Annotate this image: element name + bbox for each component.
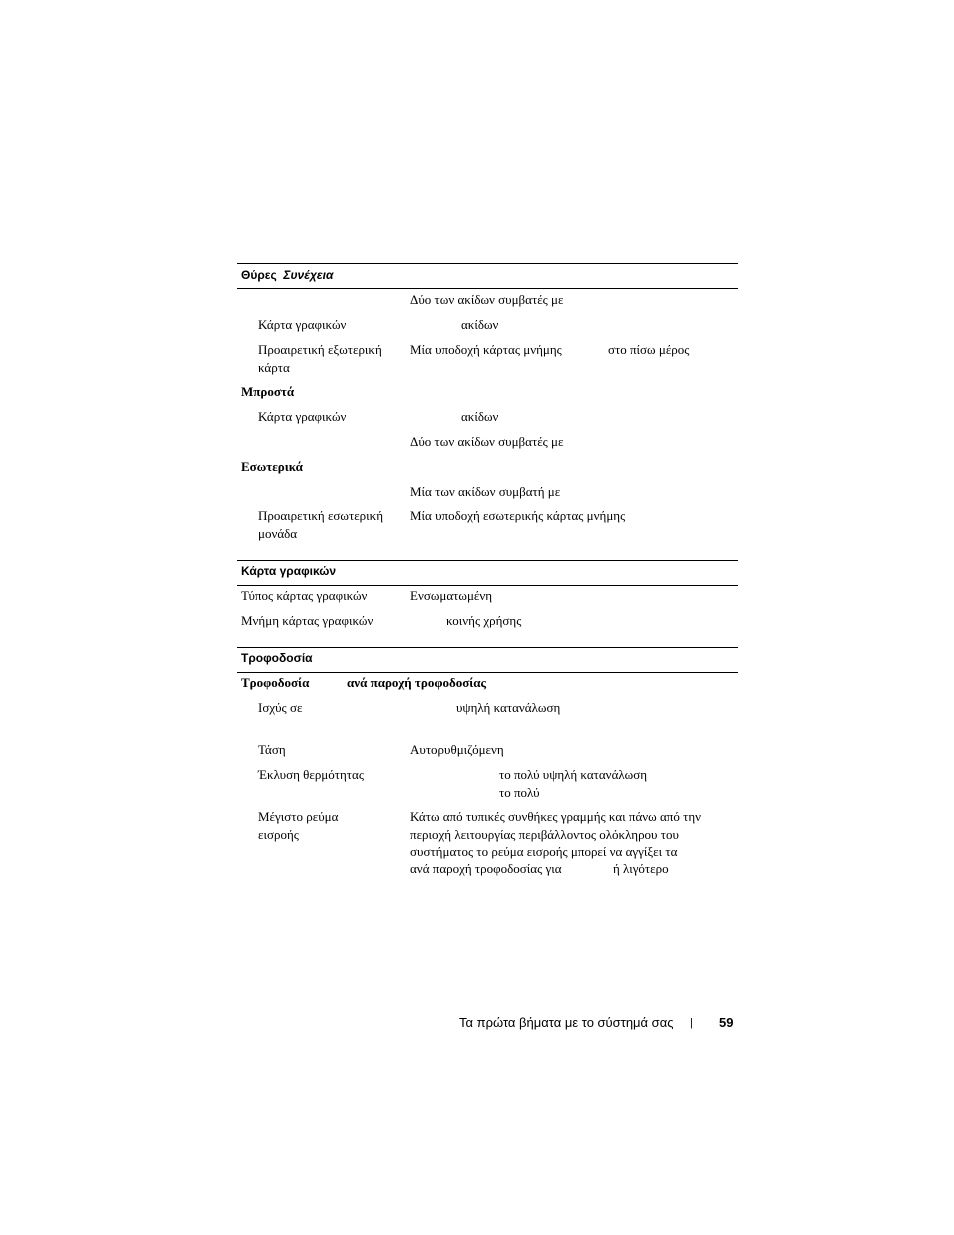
power-inrush-line4b: ή λιγότερο <box>613 861 669 876</box>
power-heat-value-2: το πολύ <box>499 785 540 800</box>
ports-row2-label: Κάρτα γραφικών <box>258 317 347 332</box>
ports-title: Θύρες <box>241 268 277 282</box>
graphics-heading: Κάρτα γραφικών <box>241 564 337 578</box>
ports-row6-value: Μία των ακίδων συμβατή με <box>410 484 561 499</box>
ports-row3-value-a: Μία υποδοχή κάρτας μνήμης <box>410 342 562 357</box>
ports-row4-value: ακίδων <box>461 409 499 424</box>
graphics-memory-value: κοινής χρήσης <box>446 613 522 628</box>
ports-row2-value: ακίδων <box>461 317 499 332</box>
power-inrush-label: Μέγιστο ρεύμα εισροής <box>258 809 339 842</box>
footer-separator: | <box>690 1017 693 1029</box>
power-voltage-label: Τάση <box>258 742 286 757</box>
power-wattage-label: Ισχύς σε <box>258 700 303 715</box>
ports-row3-label: Προαιρετική εξωτερική κάρτα <box>258 342 382 375</box>
ports-heading <box>241 268 333 282</box>
ports-row5-value: Δύο των ακίδων συμβατές με <box>410 434 564 449</box>
graphics-memory-label: Μνήμη κάρτας γραφικών <box>241 613 374 628</box>
front-subheading: Μπροστά <box>241 384 295 399</box>
power-top-rule <box>237 647 738 648</box>
graphics-type-value: Ενσωματωμένη <box>410 588 493 603</box>
internal-subheading: Εσωτερικά <box>241 459 303 474</box>
ports-row4-label: Κάρτα γραφικών <box>258 409 347 424</box>
ports-row7-label: Προαιρετική εσωτερική μονάδα <box>258 508 383 541</box>
power-sub-value: ανά παροχή τροφοδοσίας <box>347 675 487 690</box>
graphics-type-label: Τύπος κάρτας γραφικών <box>241 588 368 603</box>
ports-row3-value-b: στο πίσω μέρος <box>608 342 690 357</box>
page-number: 59 <box>719 1015 734 1030</box>
ports-row1-value: Δύο των ακίδων συμβατές με <box>410 292 564 307</box>
footer-text: Τα πρώτα βήματα με το σύστημά σας <box>459 1015 674 1030</box>
power-inrush-line2: περιοχή λειτουργίας περιβάλλοντος ολόκληρου του <box>410 827 679 842</box>
ports-title-continued: Συνέχεια <box>283 268 334 282</box>
power-inrush-line4a: ανά παροχή τροφοδοσίας για <box>410 861 562 876</box>
power-heading: Τροφοδοσία <box>241 651 313 665</box>
power-inrush-line3: συστήματος το ρεύμα εισροής μπορεί να αγγίξει τα <box>410 844 678 859</box>
ports-row7-value: Μία υποδοχή εσωτερικής κάρτας μνήμης <box>410 508 626 523</box>
power-voltage-value: Αυτορυθμιζόμενη <box>410 742 504 757</box>
graphics-top-rule <box>237 560 738 561</box>
graphics-header-rule <box>237 585 738 586</box>
power-heat-value-1: το πολύ υψηλή κατανάλωση <box>499 767 648 782</box>
power-header-rule <box>237 672 738 673</box>
ports-header-rule <box>237 288 738 289</box>
power-heat-label: Έκλυση θερμότητας <box>258 767 364 782</box>
power-wattage-value: υψηλή κατανάλωση <box>456 700 561 715</box>
ports-top-rule <box>237 263 738 264</box>
power-sub-label: Τροφοδοσία <box>241 675 310 690</box>
power-inrush-line1: Κάτω από τυπικές συνθήκες γραμμής και πάνω από την <box>410 809 702 824</box>
